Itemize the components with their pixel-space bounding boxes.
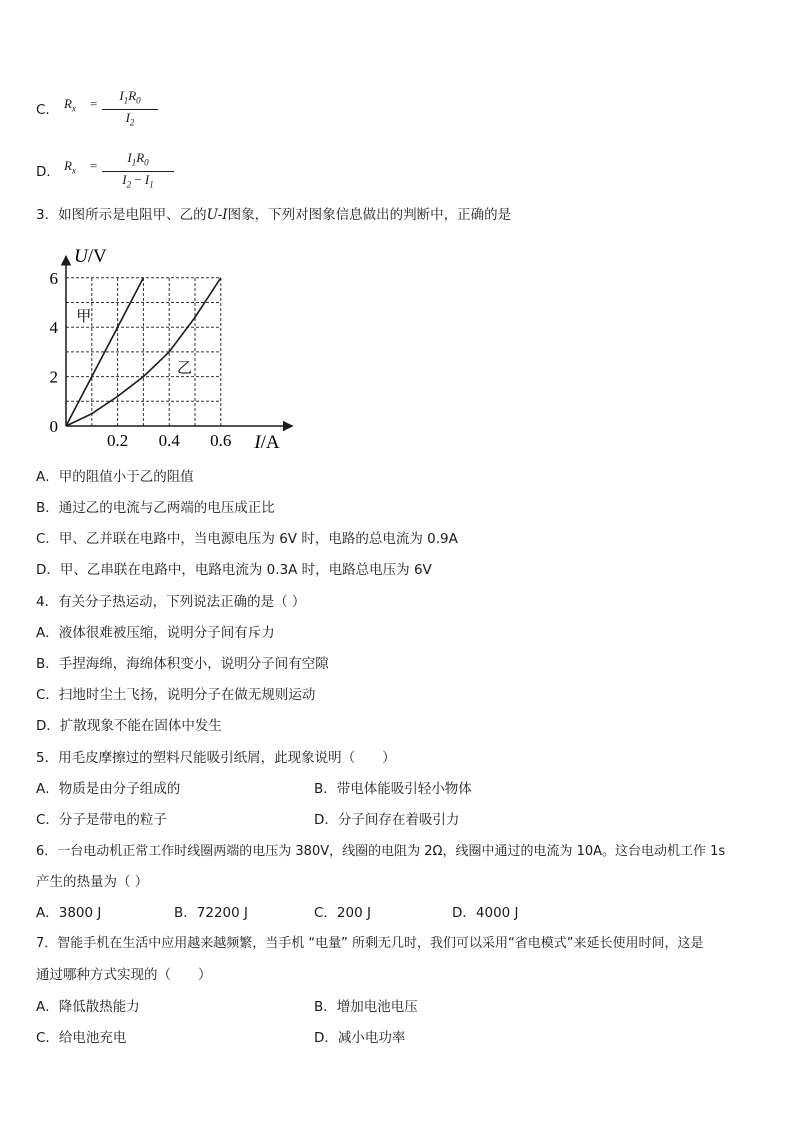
question-6-stem-line-2: 产生的热量为（ ）: [36, 874, 149, 890]
y-tick-label: 4: [49, 318, 58, 338]
question-7-option-d[interactable]: D．减小电功率: [314, 1030, 406, 1046]
x-axis-label: I/A: [254, 432, 280, 453]
question-3-stem: 3．如图所示是电阻甲、乙的U-I图象，下列对图象信息做出的判断中，正确的是: [36, 207, 512, 223]
question-6-option-d[interactable]: D．4000 J: [452, 905, 519, 921]
question-3-option-a[interactable]: A．甲的阻值小于乙的阻值: [36, 469, 194, 485]
series-label-jia: 甲: [76, 308, 92, 325]
question-6-option-b[interactable]: B．72200 J: [174, 905, 248, 921]
question-3-option-d[interactable]: D．甲、乙串联在电路中，电路电流为 0.3A 时，电路总电压为 6V: [36, 562, 432, 578]
y-tick-label: 0: [49, 417, 58, 436]
question-5-option-c[interactable]: C．分子是带电的粒子: [36, 812, 167, 828]
question-7-option-b[interactable]: B．增加电池电压: [314, 999, 418, 1015]
option-d-label: D．: [36, 164, 60, 180]
option-d-fraction: $I_1R_0$ $I_2 - I_1$: [102, 150, 174, 192]
option-c-label: C．: [36, 102, 59, 118]
question-3-option-c[interactable]: C．甲、乙并联在电路中，当电源电压为 6V 时，电路的总电流为 0.9A: [36, 531, 458, 547]
option-c-fraction: $I_1R_0$ $I_2$: [102, 88, 158, 130]
question-4-stem: 4．有关分子热运动，下列说法正确的是（ ）: [36, 594, 306, 610]
question-6-option-c[interactable]: C．200 J: [314, 905, 371, 921]
option-c-eq: =: [90, 96, 98, 111]
question-4-option-c[interactable]: C．扫地时尘土飞扬，说明分子在做无规则运动: [36, 687, 316, 703]
y-tick-label: 2: [49, 367, 58, 387]
ui-chart: [44, 238, 294, 453]
question-4-option-b[interactable]: B．手捏海绵，海绵体积变小，说明分子间有空隙: [36, 656, 329, 672]
question-4-option-d[interactable]: D．扩散现象不能在固体中发生: [36, 718, 222, 734]
question-6-option-a[interactable]: A．3800 J: [36, 905, 102, 921]
y-tick-label: 6: [49, 268, 58, 288]
x-tick-label: 0.4: [158, 431, 180, 450]
y-axis-label: U/V: [74, 246, 107, 268]
option-c-lhs: $R_x$: [64, 96, 76, 114]
question-5-stem: 5．用毛皮摩擦过的塑料尺能吸引纸屑，此现象说明（ ）: [36, 750, 396, 766]
option-d-eq: =: [90, 158, 98, 173]
series-label-yi: 乙: [176, 360, 192, 377]
question-6-stem-line-1: 6．一台电动机正常工作时线圈两端的电压为 380V，线圈的电阻为 2Ω，线圈中通过的电流为 10A。这台电动机工作 1s: [36, 844, 726, 859]
question-7-option-a[interactable]: A．降低散热能力: [36, 999, 140, 1015]
question-5-option-b[interactable]: B．带电体能吸引轻小物体: [314, 781, 472, 797]
question-5-option-d[interactable]: D．分子间存在着吸引力: [314, 812, 460, 828]
option-d-lhs: $R_x$: [64, 158, 76, 176]
question-7-option-c[interactable]: C．给电池充电: [36, 1030, 127, 1046]
chart-grid: [66, 278, 221, 426]
question-5-option-a[interactable]: A．物质是由分子组成的: [36, 781, 181, 797]
question-7-stem-line-1: 7．智能手机在生活中应用越来越频繁，当手机 “电量” 所剩无几时，我们可以采用“省电模式”来延长使用时间，这是: [36, 936, 704, 951]
x-tick-label: 0.6: [210, 431, 232, 450]
question-4-option-a[interactable]: A．液体很难被压缩，说明分子间有斥力: [36, 625, 275, 641]
question-7-stem-line-2: 通过哪种方式实现的（ ）: [36, 967, 212, 983]
question-3-option-b[interactable]: B．通过乙的电流与乙两端的电压成正比: [36, 500, 275, 516]
x-tick-label: 0.2: [106, 431, 129, 450]
